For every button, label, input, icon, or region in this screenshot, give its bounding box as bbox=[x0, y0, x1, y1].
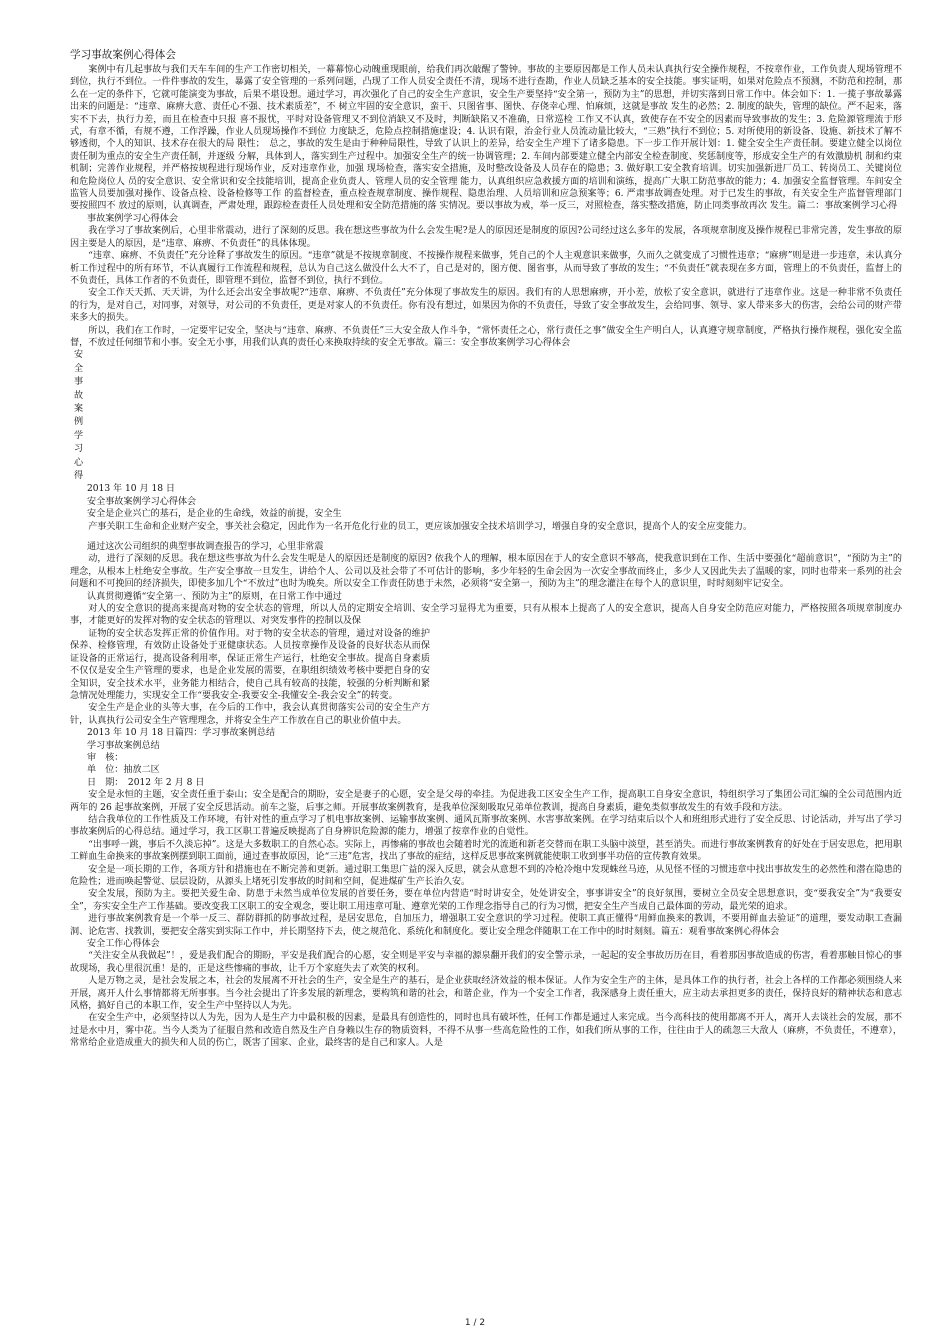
section-heading: 事故案例学习心得体会 bbox=[87, 213, 178, 224]
document-page bbox=[70, 48, 902, 1050]
paragraph: 动，进行了深刻的反思。我在想这些事故为什么会发生呢是人的原因还是制度的原因? 依我个人的理解，根本原因在于人的安全意识不够高，使我意识到在工作、生活中要强化“超前意识”，“预防为主”的理念，从根本上杜绝安全事故。生产安全事故一旦发生，讲给个人、公司以及社会带了不可估计的影响，多少年轻的生命会因为一次安全事故而终止，多少人又因此失去了温暖的家，同时也带来一系列的社会问题和不可挽回的经济损失，即使多加几个“不放过”也时为晚矣。所以安全工作责任防患于未然，必须将“安全第一，预防为主”的理念灌注在每个人的意识里，时时刻刻牢记安全。 bbox=[70, 554, 902, 590]
vertical-char: 学 bbox=[74, 430, 84, 441]
section-heading: 安全事故案例学习心得体会 bbox=[87, 496, 197, 507]
unit-line: 单 位：抽放二区 bbox=[87, 765, 160, 776]
paragraph: 在安全生产中，必须坚持以人为先，因为人是生产力中最积极的因素，是最具有创造性的，同时也具有破坏性，任何工作都是通过人来完成。当今高科技的使用都离不开人，离开人去谈社会的发展，那不过是水中月，雾中花。当今人类为了征服自然和改造自然及生产自身赖以生存的物质资料，不得不从事一些高危险性的工作，如我们所从事的工作，往往由于人的疏忽三大敌人（麻痹，不负责任，不遵章），常常给企业造成重大的损失和人员的伤亡，既害了国家、企业，最终害的是自己和家人。人是 bbox=[70, 1013, 902, 1049]
vertical-char: 例 bbox=[74, 417, 84, 428]
vertical-char: 故 bbox=[74, 390, 84, 401]
paragraph: 产事关职工生命和企业财产安全，事关社会稳定，因此作为一名开危化行业的员工，更应该加强安全技术培训学习，增强自身的安全意识，提高个人的安全应变能力。 bbox=[88, 521, 753, 532]
text-line: 通过这次公司组织的典型事故调查报告的学习，心里非常震 bbox=[87, 542, 324, 553]
date-line: 2013 年 10 月 18 日 bbox=[87, 484, 176, 495]
vertical-title bbox=[70, 349, 902, 483]
narrow-column bbox=[70, 628, 902, 727]
vertical-char: 全 bbox=[74, 363, 84, 374]
paragraph: 安全是永恒的主题，安全责任重于泰山；安全是配合的期盼，安全是妻子的心愿，安全是父母的牵挂。为促进我工区安全生产工作，提高职工自身安全意识，特组织学习了集团公司汇编的全公司范围内近两年的 26 起事故案例，开展了安全反思活动。前车之鉴，后事之师。开展事故案例教育，是我单位深刻吸取兄弟单位教训，提高自身素质，避免类似事故发生的有效手段和方法。 bbox=[70, 790, 902, 813]
paragraph: 安全工作天天抓、天天讲，为什么还会出安全事故呢?“违章、麻痹、不负责任”充分体现了事故发生的原因。我们有的人思想麻痹，开小差，放松了安全意识，就进行了违章作业。这是一种非常不负责任的行为，是对自己，对同事，对领导，对公司的不负责任，更是对家人的不负责任。你有没有想过，如果因为你的不负责任，导致了安全事故发生，会给同事、领导、家人带来多大的伤害，会给公司的财产带来多大的损失。 bbox=[70, 288, 902, 324]
paragraph: 我在学习了事故案例后，心里非常震动，进行了深刻的反思。我在想这些事故为什么会发生呢?是人的原因还是制度的原因?公司经过这么多年的发展，各项规章制度及操作规程已非常完善，发生事故的原因主要是人的原因，是“违章、麻痹、不负责任”的具体体现。 bbox=[70, 226, 902, 249]
paragraph: 对人的安全意识的提高来提高对物的安全状态的管理，所以人员的定期安全培训、安全学习显得尤为重要，只有从根本上提高了人的安全意识，提高人自身安全防范应对能力，严格按照各项规章制度办事，才能更好的发挥对物的安全状态的管理以、对突发事件的控制以及保 bbox=[70, 604, 902, 627]
section-heading: 学习事故案例总结 bbox=[87, 740, 160, 751]
paragraph: 安全是一项长期的工作，各项方针和措施也在不断完善和更新。通过职工集思广益的深入反思，就会从意想不到的冷枪冷炮中发现蛛丝马迹，从见怪不怪的习惯违章中找出事故发生的必然性和潜在隐患的危险性；进而唤起警觉、层层设防，从源头上堵死引发事故的时间和空间，促进煤矿生产长治久安。 bbox=[70, 864, 902, 887]
vertical-char: 得 bbox=[74, 471, 84, 481]
text-line: 安全是企业兴亡的基石，是企业的生命线，效益的前提，安全生 bbox=[87, 509, 342, 520]
paragraph: 所以，我们在工作时，一定要牢记安全，坚决与“违章、麻痹、不负责任”三大安全敌人作斗争，“常怀责任之心，常行责任之事”做安全生产明白人，认真遵守规章制度，严格执行操作规程，强化安全监督，不放过任何细节和小事。安全无小事，用我们认真的责任心来换取持续的安全无事故。篇三：安全事故案例学习心得体会 bbox=[70, 325, 902, 348]
date-line: 日 期： 2012 年 2 月 8 日 bbox=[87, 777, 205, 788]
paragraph: 证物的安全状态发挥正常的价值作用。对于物的安全状态的管理，通过对设备的维护保养、检修管理，有效防止设备处于亚健康状态。人员按章操作及设备的良好状态从而保证设备的正常运行，提高设备利用率，保证正常生产运行，杜绝安全事故。提高自身素质不仅仅是安全生产管理的要求，也是企业发展的需要，在职组织绩效考核中要把自身的安全知识，安全技术水平，业务能力相结合，使自己具有较高的技能，较强的分析判断和紧急情况处理能力，实现安全工作“要我安全-我要安全-我懂安全-我会安全”的转变。 bbox=[70, 628, 430, 701]
paragraph: “关注安全从我做起”！，爱是我们配合的期盼，平安是我们配合的心愿，安全则是平安与幸福的源泉翻开我们的安全警示录，一起起的安全事故历历在目，看着那因事故造成的伤害，看着那触目惊心的事故现场，我心里很沉重！是的，正是这些惨痛的事故，让千万个家庭失去了欢笑的权利。 bbox=[70, 951, 902, 974]
paragraph: “违章、麻痹、不负责任”充分诠释了事故发生的原因。“违章”就是不按规章制度、不按操作规程来做事，凭自己的个人主观意识来做事，久而久之就变成了习惯性违章；“麻痹”则是进一步违章，未认真分析工作过程中的所有环节，不认真履行工作流程和规程，总认为自己这么做没什么大不了，自己是对的，图方便、图省事，从而导致了事故的发生；“不负责任”就表现在多方面，管理上的不负责任，监督上的不负责任，具体工作者的不负责任，即管理不到位，监督不到位，执行不到位。 bbox=[70, 251, 902, 286]
text-line: 认真贯彻遵循“安全第一、预防为主”的原则，在日常工作中通过 bbox=[87, 591, 342, 602]
page-number: 1 / 2 bbox=[464, 1318, 486, 1328]
paragraph: “出事呼一跳，事后不久淡忘掉”。这是大多数职工的自然心态。实际上，再惨痛的事故也会随着时光的流逝和新老交替而在职工头脑中淡望，甚至消失。而进行事故案例教育的好处在于居安思危，把用职工鲜血生命换来的事故案例摆到职工面前，通过查事故原因，论“三违”危害，找出了事故的症结，这样反思事故案例就能使职工收到事半功倍的宣传教育效果。 bbox=[70, 839, 902, 863]
section-heading: 安全工作心得体会 bbox=[87, 939, 160, 950]
reviewer-line: 审 核： bbox=[87, 752, 124, 763]
paragraph: 案例中有几起事故与我们天车车间的生产工作密切相关，一幕幕惊心动魄重现眼前，给我们再次敲醒了警钟。事故的主要原因都是工作人员未认真执行安全操作规程，不按章作业，工作负责人现场管理不到位，执行不到位。一件件事故的发生，暴露了安全管理的一系列问题，凸现了工作人员安全责任不清，现场不进行查勘，作业人员缺乏基本的安全技能。事实证明，如果对危险点不预测，不防范和控制，那么在一定的条件下，它就可能演变为事故，后果不堪设想。通过学习，再次强化了自己的安全生产意识，安全生产要坚持“安全第一，预防为主”的思想，并切实落到日常工作中。体会如下：1. 一揽子事故暴露出来的问题是：“违章、麻痹大意、责任心不强、技术素质差”，不 树立牢固的安全意识，蛮干、只图省事、图快、存侥幸心理、怕麻烦，这就是事故 发生的必然；2. 制度的缺失，管理的缺位。严不起来，落实不下去，执行力差，而且在检查中只报 喜不报忧，平时对设备管理又不到位消缺又不及时，判断缺陷又不准确，日常巡检 工作又不认真，致使存在不安全的因素而导致事故的发生；3. 危险源管理流于形式，有章不循，有规不遵，工作浮躁，作业人员现场操作不到位 力度缺乏，危险点控制措施虚设；4. 认识有限，治金行业人员流动量比较大，“三熟”执行不到位；5. 对所使用的新设备、设施、新技术了解不够透彻，个人的知识、技术存在很大的局 限性； 总之，事故的发生是由于种种局限性，导致了认识上的差异，给安全生产埋下了诸多隐患。下一步工作开展计划：1. 健全安全生产责任制。要建立健全以岗位责任制为重点的安全生产责任制，并逐级 分解，具体到人，落实到生产过程中。加强安全生产的统一协调管理；2. 车间内部要建立健全内部安全检查制度、奖惩制度等，形成安全生产的有效激励机 制和约束机制；完善作业规程，并严格按规程进行现场作业，反对违章作业，加强 现场检查，落实安全措施，及时整改设备及人员存在的隐患；3. 做好职工安全教育培训。切实加强新进厂员工、转岗员工、关键岗位和危险岗位人 员的安全意识、安全常识和安全技能培训，提高企业负责人、管理人员的安全管理 能力，认真组织应急救援方面的培训和演练，提高广大职工防范事故的能力；4. 加强安全监督管理。车间安全监管人员要加强对操作、设备点检、设备检修等工作 的监督检查，重点检查规章制度、操作规程、隐患治理、人员培训和应急预案等；6. 严肃事故调查处理。对于已发生的事故，有关安全生产监督管理部门要按照四不 放过的原则，认真调查，严肃处理，跟踪检查责任人员处理和安全防范措施的落 实情况。要以事故为戒，举一反三，对照检查，落实整改措施，防止同类事故再次 发生。篇二：事故案例学习心得 bbox=[70, 65, 902, 212]
date-line: 2013 年 10 月 18 日篇四：学习事故案例总结 bbox=[87, 728, 276, 739]
vertical-char: 案 bbox=[74, 403, 84, 414]
vertical-char: 习 bbox=[74, 444, 84, 455]
vertical-char: 事 bbox=[74, 377, 84, 388]
paragraph: 安全发展，预防为主。要把关爱生命、防患于未然当成单位发展的首要任务，要在单位内营造“时时讲安全，处处讲安全，事事讲安全”的良好氛围，要树立全员安全思想意识，变“要我安全”为“我要安全”，夯实安全生产工作基础。要改变我工区职工的安全观念，要让职工用违章可耻、遵章光荣的工作理念指导自己的行为习惯，把安全生产当成自己最体面的劳动，最光荣的追求。 bbox=[70, 889, 902, 912]
paragraph: 进行事故案例教育是一个举一反三、群防群抓的防事故过程，是居安思危，自加压力，增强职工安全意识的学习过程。使职工真正懂得“用鲜血换来的教训，不要用鲜血去验证”的道理，要发动职工查漏洞、论危害、找教训，要把安全落实到实际工作中，并长期坚持下去，使之规范化、系统化和制度化。要让安全理念伴随职工在工作中的时时刻刻。篇五：观看事故案例心得体会 bbox=[70, 914, 902, 937]
document-title: 学习事故案例心得体会 bbox=[70, 49, 176, 61]
vertical-char: 心 bbox=[74, 457, 84, 468]
vertical-char: 安 bbox=[74, 350, 84, 361]
paragraph: 人是万物之灵，是社会发展之本，社会的发展离不开社会的生产，安全是生产的基石，是企业获取经济效益的根本保证。人作为安全生产的主体，是具体工作的执行者，社会上各样的工作都必须围绕人来开展，离开人什么事情都将无所事事。当今社会提出了许多发展的新理念，要构筑和谐的社会，和谐企业，作为一个安全工作者，我深感身上责任重大，应主动去承担更多的责任，保持良好的精神状态和意志风格，搞好自己的本职工作，安全生产中坚持以人为先。 bbox=[70, 976, 902, 1012]
paragraph: 安全生产是企业的头等大事，在今后的工作中，我会认真贯彻落实公司的安全生产方针，认真执行公司安全生产管理理念，并将安全生产工作放在自己的职业价值中去。 bbox=[70, 703, 430, 726]
paragraph: 结合我单位的工作性质及工作环境，有针对性的重点学习了机电事故案例、运输事故案例、通风瓦斯事故案例、水害事故案例。在学习结束后以个人和班组形式进行了安全反思、讨论活动，并写出了学习事故案例后的心得总结。通过学习，我工区职工普遍反映提高了自身辨识危险源的能力，增强了按章作业的自觉性。 bbox=[70, 814, 902, 838]
